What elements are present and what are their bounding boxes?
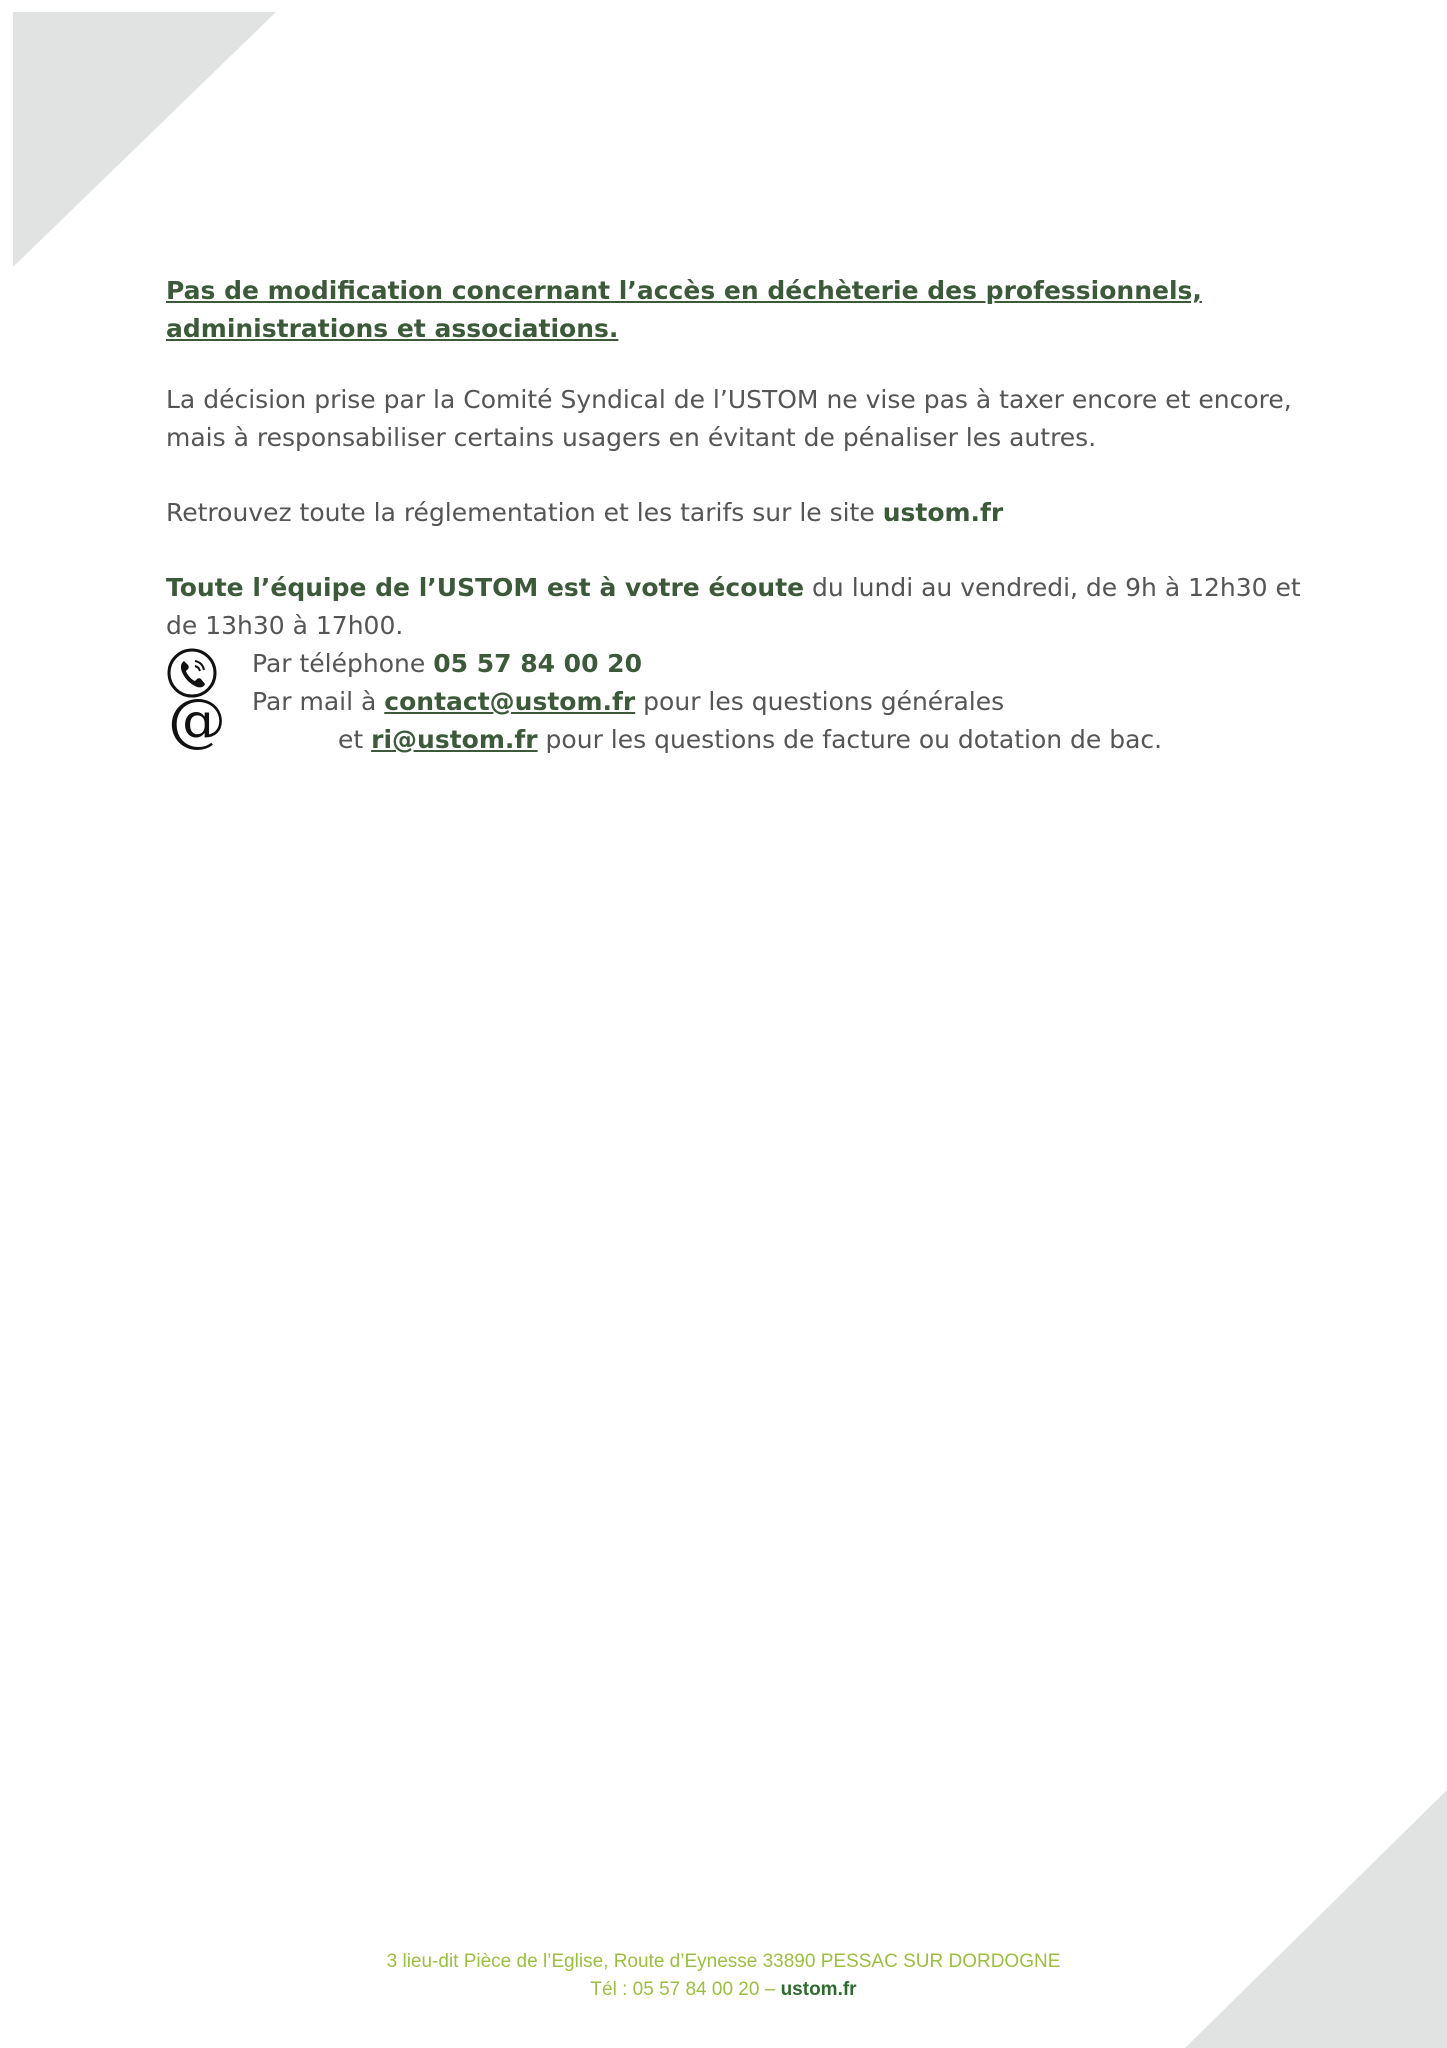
phone-line — [252, 645, 642, 683]
ri-mail-link[interactable]: ri@ustom.fr — [371, 725, 538, 754]
footer — [0, 1948, 1447, 2004]
heading: Pas de modification concernant l’accès en déchèterie des professionnels, administrations et associations. — [166, 276, 1202, 343]
site-text: Retrouvez toute la réglementation et les tarifs sur le site — [166, 498, 883, 527]
ri-suffix: pour les questions de facture ou dotation de bac. — [537, 725, 1163, 754]
at-icon: @ — [168, 686, 226, 754]
team-paragraph — [166, 569, 1316, 645]
contact-block — [166, 645, 1316, 759]
mail-suffix: pour les questions générales — [635, 687, 1005, 716]
decision-paragraph: La décision prise par la Comité Syndical de l’USTOM ne vise pas à taxer encore et encore, mais à responsabiliser certains usagers en évitant de pénaliser les autres. — [166, 385, 1292, 452]
ri-prefix: et — [338, 725, 372, 754]
contact-mail-link[interactable]: contact@ustom.fr — [384, 687, 636, 716]
mail-label: Par mail à — [252, 687, 385, 716]
site-link[interactable]: ustom.fr — [882, 498, 1004, 527]
team-hours: du lundi au vendredi, de 9h à 12h30 et de 13h30 à 17h00. — [166, 573, 1301, 640]
team-bold: Toute l’équipe de l’USTOM est à votre écoute — [166, 573, 805, 602]
ri-mail-line — [338, 721, 1162, 759]
corner-decoration-top-left — [13, 12, 276, 267]
phone-label: Par téléphone — [252, 649, 434, 678]
corner-decoration-bottom-right — [1185, 1790, 1447, 2048]
site-paragraph — [166, 494, 1316, 532]
footer-site-link[interactable]: ustom.fr — [780, 1979, 857, 2000]
phone-number[interactable]: 05 57 84 00 20 — [433, 649, 642, 678]
page-content — [166, 272, 1316, 759]
footer-contact — [0, 1976, 1447, 2004]
footer-address: 3 lieu-dit Pièce de l’Eglise, Route d’Eynesse 33890 PESSAC SUR DORDOGNE — [386, 1951, 1061, 1972]
footer-tel: Tél : 05 57 84 00 20 – — [590, 1979, 781, 2000]
mail-line — [252, 683, 1004, 721]
